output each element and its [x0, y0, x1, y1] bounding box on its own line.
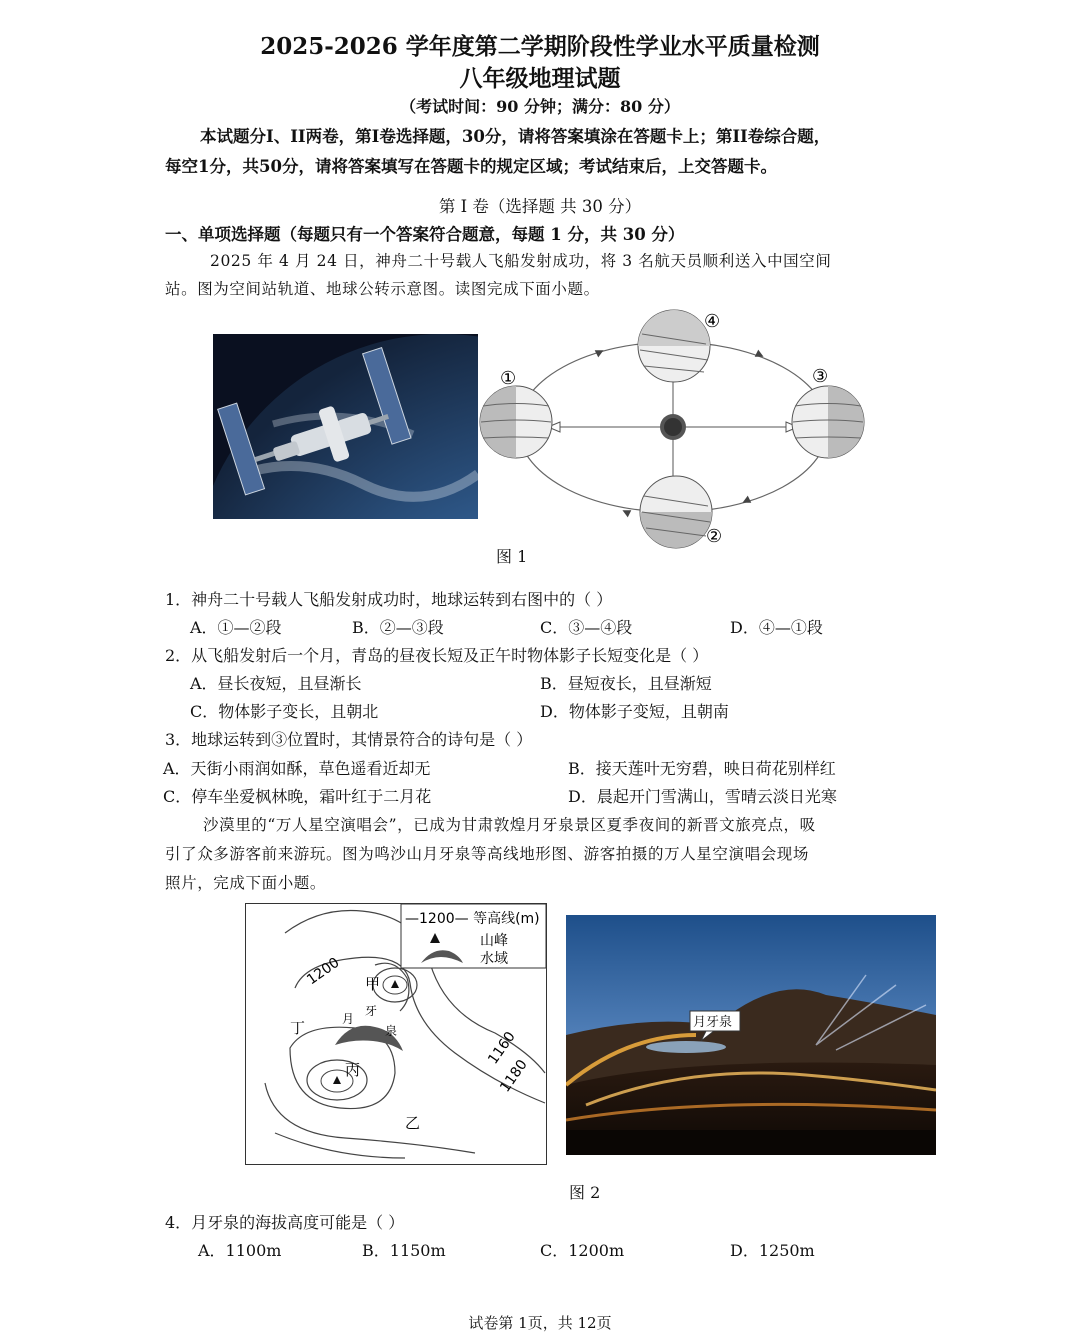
contour-label-1180: 1180	[497, 1056, 531, 1096]
q3-option-d[interactable]: D．晨起开门雪满山，雪晴云淡日光寒	[568, 787, 837, 806]
space-station-photo	[213, 334, 478, 519]
q1-option-d[interactable]: D．④—①段	[730, 618, 823, 637]
page-footer: 试卷第 1页，共 12页	[468, 1314, 612, 1332]
q4-option-d[interactable]: D．1250m	[730, 1241, 815, 1260]
spring-label-char-2: 牙	[365, 1004, 378, 1018]
q1-option-b[interactable]: B．②—③段	[352, 618, 444, 637]
sun-icon	[660, 414, 686, 440]
q1-option-c[interactable]: C．③—④段	[540, 618, 633, 637]
orbit-diagram-svg	[478, 306, 878, 552]
spring-label-char-1: 月	[342, 1012, 355, 1026]
figure1-caption: 图 1	[496, 547, 528, 566]
place-label-bing: 丙	[345, 1061, 361, 1079]
legend-contour-label: —1200— 等高线(m)	[405, 911, 540, 927]
label-position-2: ②	[706, 526, 723, 547]
question-3-stem: 3．地球运转到③位置时，其情景符合的诗句是（ ）	[165, 730, 533, 749]
q3-option-a[interactable]: A．天街小雨润如酥，草色遥看近却无	[163, 759, 431, 778]
question-1-stem: 1．神舟二十号载人飞船发射成功时，地球运转到右图中的（ ）	[165, 590, 613, 609]
q2-option-b[interactable]: B．昼短夜长，且昼渐短	[540, 674, 712, 693]
contour-map	[245, 903, 547, 1165]
q1-option-a[interactable]: A．①—②段	[190, 618, 282, 637]
q2-option-d[interactable]: D．物体影子变短，且朝南	[540, 702, 729, 721]
section-title: 第 I 卷（选择题 共 30 分）	[438, 197, 642, 216]
passage1-line-1: 2025 年 4 月 24 日，神舟二十号载人飞船发射成功，将 3 名航天员顺利送入中国空间	[210, 252, 832, 270]
earth-position-2-icon	[640, 476, 712, 548]
contour-label-1200: 1200	[304, 954, 343, 989]
exam-subject-title: 八年级地理试题	[459, 65, 621, 92]
concert-photo	[566, 915, 936, 1155]
passage2-line-1: 沙漠里的“万人星空演唱会”，已成为甘肃敦煌月牙泉景区夏季夜间的新晋文旅亮点，吸	[203, 816, 816, 834]
part-title: 一、单项选择题（每题只有一个答案符合题意，每题 1 分，共 30 分）	[165, 225, 685, 244]
label-position-1: ①	[500, 368, 517, 389]
q4-option-b[interactable]: B．1150m	[362, 1241, 446, 1260]
exam-title: 2025-2026 学年度第二学期阶段性学业水平质量检测	[260, 33, 820, 60]
passage2-line-3: 照片，完成下面小题。	[165, 874, 327, 892]
contour-label-1160: 1160	[485, 1028, 519, 1068]
passage2-line-2: 引了众多游客前来游玩。图为鸣沙山月牙泉等高线地形图、游客拍摄的万人星空演唱会现场	[165, 845, 810, 863]
earth-position-1-icon	[480, 386, 552, 458]
question-4-stem: 4．月牙泉的海拔高度可能是（ ）	[165, 1213, 405, 1232]
space-station-image	[213, 334, 478, 519]
figure2-caption: 图 2	[569, 1183, 601, 1202]
q2-option-c[interactable]: C．物体影子变长，且朝北	[190, 702, 379, 721]
contour-map-svg	[245, 903, 547, 1165]
q2-option-a[interactable]: A．昼长夜短，且昼渐长	[190, 674, 362, 693]
label-position-4: ④	[704, 311, 721, 332]
exam-meta: （考试时间：90 分钟；满分：80 分）	[400, 97, 680, 116]
earth-orbit-diagram	[478, 306, 878, 552]
label-position-3: ③	[812, 366, 829, 387]
place-label-jia: 甲	[365, 975, 381, 993]
q3-option-b[interactable]: B．接天莲叶无穷碧，映日荷花别样红	[568, 759, 836, 778]
passage1-line-2: 站。图为空间站轨道、地球公转示意图。读图完成下面小题。	[165, 280, 600, 298]
question-2-stem: 2．从飞船发射后一个月，青岛的昼夜长短及正午时物体影子长短变化是（ ）	[165, 646, 709, 665]
instructions-line-1: 本试题分I、II两卷，第I卷选择题，30分，请将答案填涂在答题卡上；第II卷综合题，	[200, 127, 831, 146]
legend-peak-label: 山峰	[480, 933, 508, 949]
instructions-line-2: 每空1分，共50分，请将答案填写在答题卡的规定区域；考试结束后，上交答题卡。	[165, 157, 777, 176]
concert-photo-svg	[566, 915, 936, 1155]
spring-label-char-3: 泉	[385, 1024, 398, 1038]
earth-position-3-icon	[792, 386, 864, 458]
q3-option-c[interactable]: C．停车坐爱枫林晚，霜叶红于二月花	[163, 787, 432, 806]
q4-option-a[interactable]: A．1100m	[198, 1241, 282, 1260]
photo-label-text: 月牙泉	[693, 1015, 733, 1030]
q4-option-c[interactable]: C．1200m	[540, 1241, 625, 1260]
legend-water-label: 水域	[480, 951, 508, 967]
earth-position-4-icon	[638, 310, 710, 382]
place-label-yi: 乙	[405, 1114, 421, 1132]
place-label-ding: 丁	[290, 1019, 306, 1037]
